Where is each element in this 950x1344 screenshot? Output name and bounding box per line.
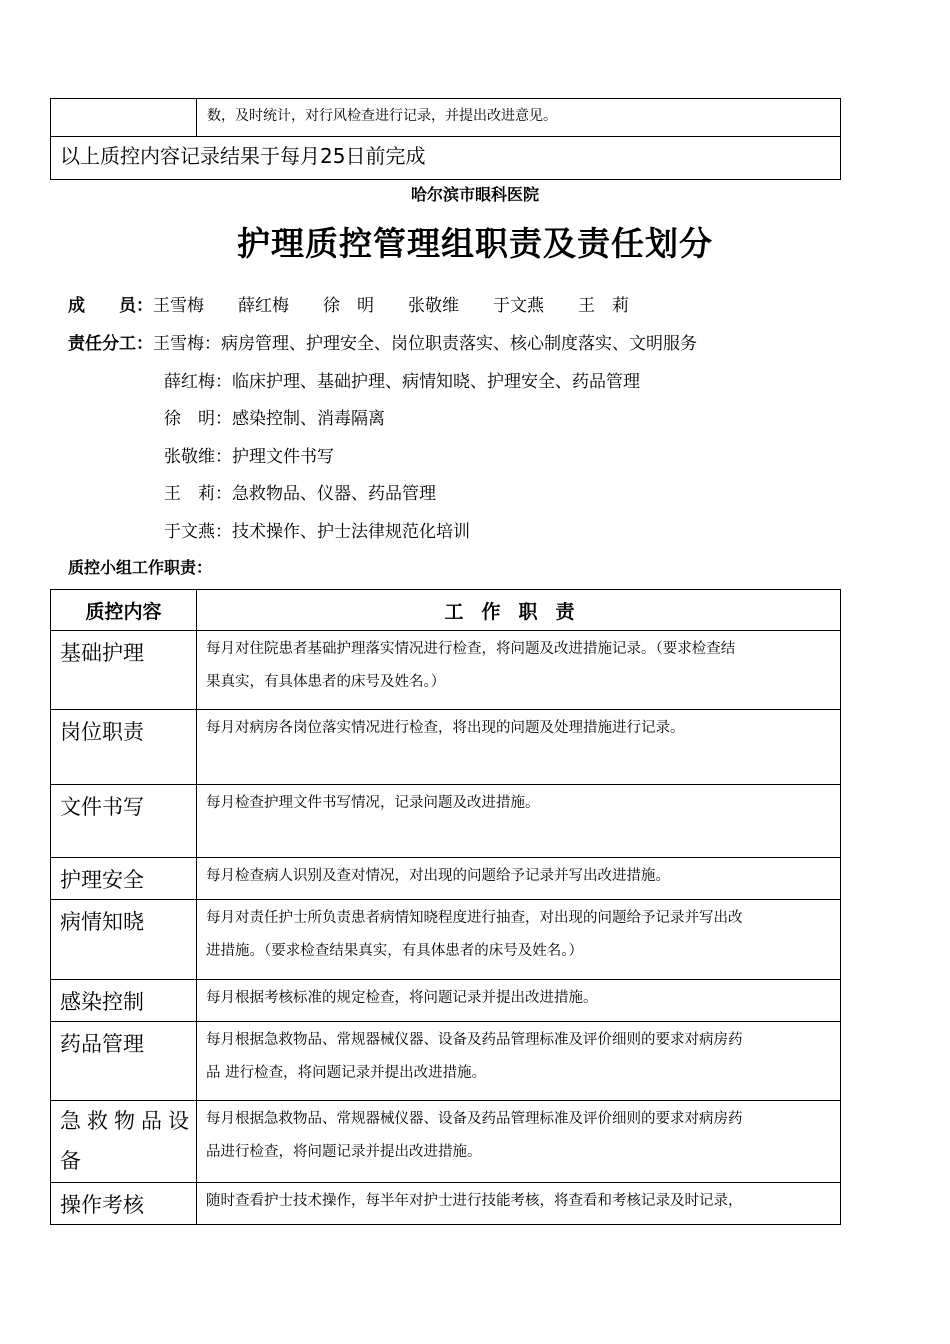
- desc-line: 每月根据急救物品、常规器械仪器、设备及药品管理标准及评价细则的要求对病房药: [206, 1111, 743, 1127]
- desc-line: 果真实，有具体患者的床号及姓名。）: [206, 674, 446, 690]
- table-row: [51, 980, 841, 1022]
- row-description: [197, 1101, 841, 1183]
- desc-line: 品进行检查，将问题记录并提出改进措施。: [206, 1144, 482, 1160]
- members-line: [68, 291, 629, 316]
- page-title: 护理质控管理组职责及责任划分: [237, 224, 713, 263]
- assignment-row: 薛红梅：临床护理、基础护理、病情知晓、护理安全、药品管理: [164, 372, 640, 392]
- table-row: [51, 785, 841, 858]
- desc-line: 品 进行检查，将问题记录并提出改进措施。: [206, 1065, 487, 1081]
- row-description: [197, 785, 841, 858]
- header-duty: 工作职责: [197, 590, 841, 631]
- table-row: [51, 858, 841, 900]
- assignment-row: 张敬维：护理文件书写: [164, 447, 334, 467]
- assignment-row: 徐 明：感染控制、消毒隔离: [164, 409, 385, 429]
- row-description: [197, 1022, 841, 1101]
- row-category: 操作考核: [51, 1183, 197, 1225]
- desc-line: 每月检查护理文件书写情况，记录问题及改进措施。: [206, 795, 540, 811]
- members-names: 王雪梅 薛红梅 徐 明 张敬维 于文燕 王 莉: [153, 296, 629, 316]
- desc-line: 每月对住院患者基础护理落实情况进行检查，将问题及改进措施记录。（要求检查结: [206, 641, 736, 657]
- duties-heading: 质控小组工作职责：: [68, 558, 213, 577]
- desc-line: 每月对责任护士所负责患者病情知晓程度进行抽查，对出现的问题给予记录并写出改: [206, 910, 743, 926]
- continued-text-cell: 数，及时统计，对行风检查进行记录，并提出改进意见。: [197, 99, 841, 137]
- row-description: [197, 980, 841, 1022]
- row-category: 文件书写: [51, 785, 197, 858]
- desc-line: 进措施。（要求检查结果真实，有具体患者的床号及姓名。）: [206, 943, 583, 959]
- assignment-label: 责任分工：: [68, 334, 153, 354]
- assignment-row: 王 莉：急救物品、仪器、药品管理: [164, 484, 436, 504]
- desc-line: 随时查看护士技术操作，每半年对护士进行技能考核，将查看和考核记录及时记录，: [206, 1193, 743, 1209]
- table-row: [51, 1101, 841, 1183]
- table-row: [51, 631, 841, 710]
- duty-table: [50, 589, 841, 1225]
- table-row: [51, 1183, 841, 1225]
- row-category: 护理安全: [51, 858, 197, 900]
- row-description: [197, 710, 841, 785]
- table-row: [51, 900, 841, 980]
- row-description: [197, 1183, 841, 1225]
- row-description: [197, 631, 841, 710]
- row-description: [197, 900, 841, 980]
- table-row: [51, 1022, 841, 1101]
- table-row: [51, 710, 841, 785]
- summary-cell: 以上质控内容记录结果于每月25日前完成: [51, 137, 841, 180]
- row-category: 基础护理: [51, 631, 197, 710]
- desc-line: 每月根据急救物品、常规器械仪器、设备及药品管理标准及评价细则的要求对病房药: [206, 1032, 743, 1048]
- desc-line: 每月检查病人识别及查对情况，对出现的问题给予记录并写出改进措施。: [206, 868, 670, 884]
- assignment-row: 王雪梅：病房管理、护理安全、岗位职责落实、核心制度落实、文明服务: [153, 334, 697, 354]
- desc-line: 每月根据考核标准的规定检查，将问题记录并提出改进措施。: [206, 990, 598, 1006]
- row-description: [197, 858, 841, 900]
- members-label: 成 员：: [68, 296, 153, 316]
- duty-table-header: [51, 590, 841, 631]
- row-category: 岗位职责: [51, 710, 197, 785]
- assignment-line: [68, 329, 697, 354]
- header-category: 质控内容: [51, 590, 197, 631]
- hospital-name: 哈尔滨市眼科医院: [410, 185, 539, 204]
- row-category: 急救物品设备: [51, 1101, 197, 1183]
- desc-line: 每月对病房各岗位落实情况进行检查，将出现的问题及处理措施进行记录。: [206, 720, 685, 736]
- row-category: 感染控制: [51, 980, 197, 1022]
- continued-table: [50, 98, 841, 180]
- row-category: 病情知晓: [51, 900, 197, 980]
- continued-empty-cell: [51, 99, 197, 137]
- assignment-row: 于文燕：技术操作、护士法律规范化培训: [164, 522, 470, 542]
- row-category: 药品管理: [51, 1022, 197, 1101]
